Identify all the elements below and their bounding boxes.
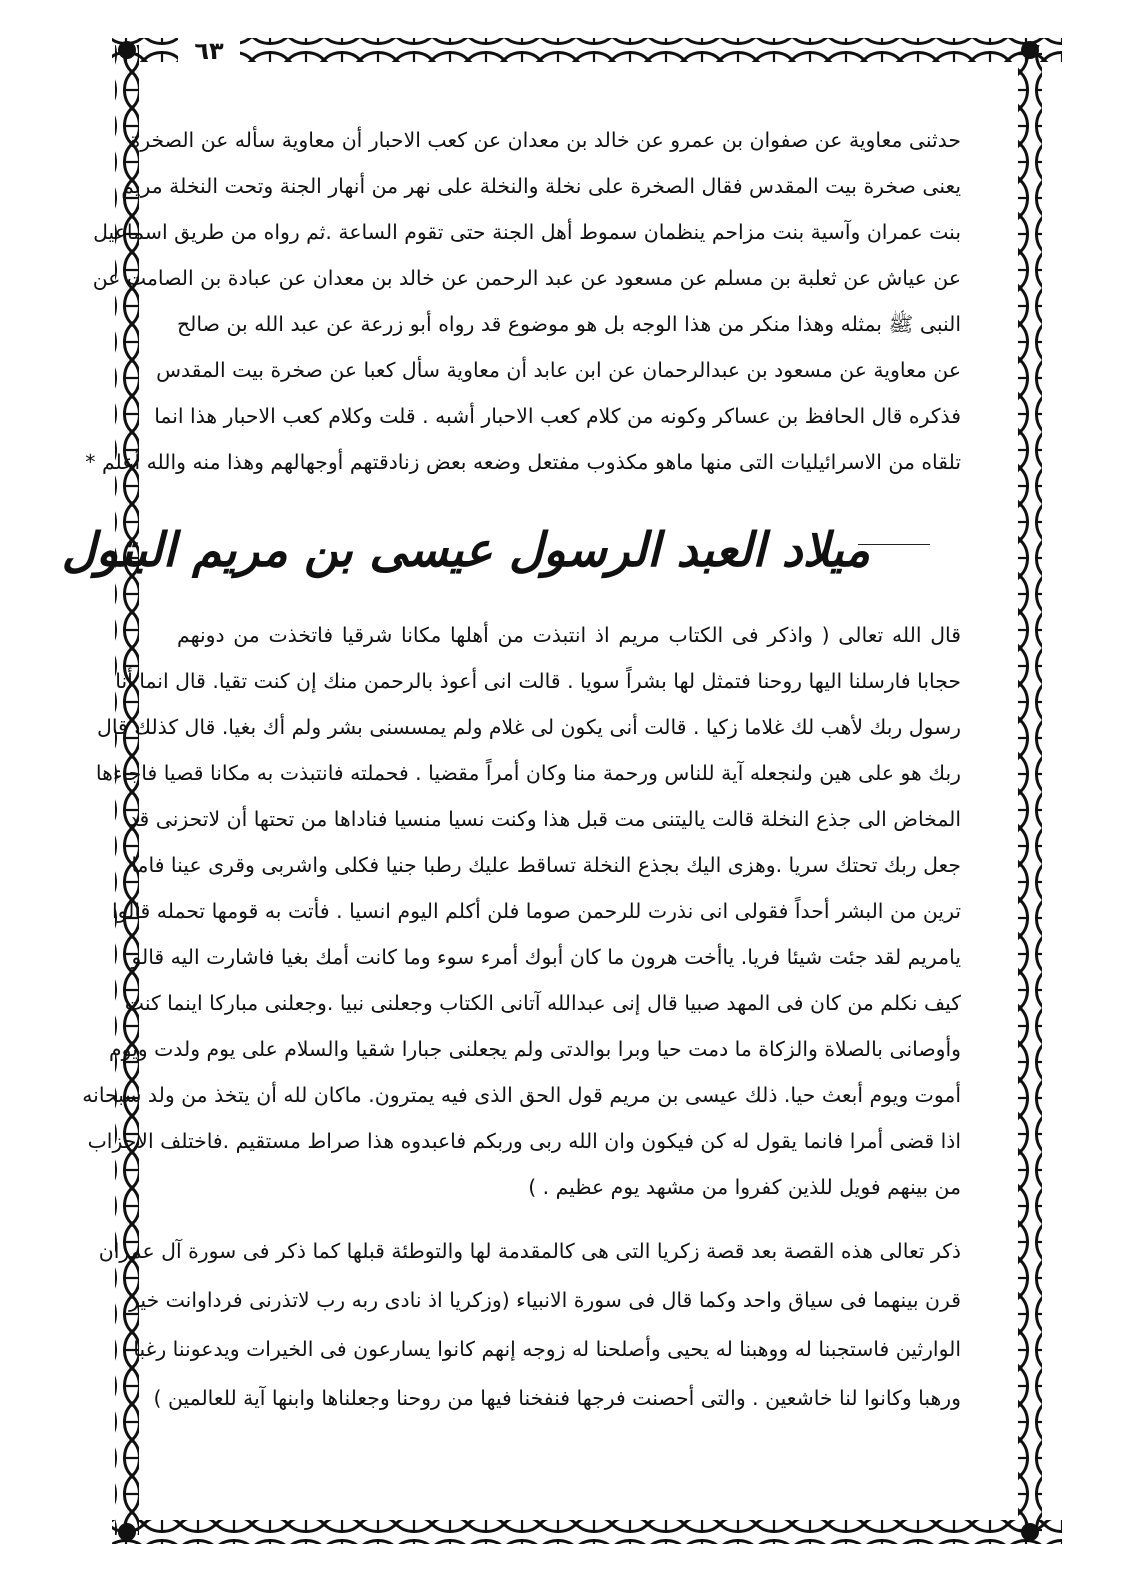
page-number: ٦٣ bbox=[178, 34, 240, 68]
text-line: قال الله تعالى ( واذكر فى الكتاب مريم اذ انتبذت من أهلها مكانا شرقيا فاتخذت من دونهم bbox=[177, 623, 961, 647]
paragraph-commentary bbox=[98, 1227, 961, 1423]
text-line: المخاض الى جذع النخلة قالت ياليتنى مت قبل هذا وكنت نسيا منسيا فناداها من تحتها أن لاتحزنى قد bbox=[128, 807, 961, 831]
text-line: ذكر تعالى هذه القصة بعد قصة زكريا التى هى كالمقدمة لها والتوطئة قبلها كما ذكر فى سورة آل عمران bbox=[98, 1239, 961, 1263]
text-line: رسول ربك لأهب لك غلاما زكيا . قالت أنى يكون لى غلام ولم يمسسنى بشر ولم أك بغيا. قال كذلك قال bbox=[97, 715, 961, 739]
text-line: يامريم لقد جئت شيئا فريا. ياأخت هرون ما كان أبوك أمرء سوء وما كانت أمك بغيا فاشارت اليه قالو bbox=[131, 945, 961, 969]
text-line: وأوصانى بالصلاة والزكاة ما دمت حيا وبرا بوالدتى ولم يجعلنى جبارا شقيا والسلام على يوم ولدت ويوم bbox=[108, 1037, 961, 1061]
text-line: قرن بينهما فى سياق واحد وكما قال فى سورة الانبياء (وزكريا اذ نادى ربه رب لاتذرنى فرداوانت خير bbox=[129, 1288, 961, 1312]
text-line: الوارثين فاستجبنا له ووهبنا له يحيى وأصلحنا له زوجه إنهم كانوا يسارعون فى الخيرات ويدعوننا رغبا bbox=[133, 1337, 961, 1361]
text-line: بنت عمران وآسية بنت مزاحم ينظمان سموط أهل الجنة حتى تقوم الساعة .ثم رواه من طريق اسماعيل bbox=[93, 220, 961, 244]
text-line: أموت ويوم أبعث حيا. ذلك عيسى بن مريم قول الحق الذى فيه يمترون. ماكان لله أن يتخذ من ولد سبحانه bbox=[82, 1083, 961, 1107]
text-line: حجابا فارسلنا اليها روحنا فتمثل لها بشراً سويا . قالت انى أعوذ بالرحمن منك إن كنت تقيا. قال انما أنا bbox=[115, 669, 961, 693]
text-line: ورهبا وكانوا لنا خاشعين . والتى أحصنت فرجها فنفخنا فيها من روحنا وجعلناها وابنها آية للعالمين ) bbox=[153, 1386, 961, 1410]
text-line: عن عياش عن ثعلبة بن مسلم عن مسعود عن عبد الرحمن عن خالد بن معدان عن عبادة بن الصامت عن bbox=[92, 266, 961, 290]
border-bottom bbox=[112, 1520, 1062, 1544]
text-line: حدثنى معاوية عن صفوان بن عمرو عن خالد بن معدان عن كعب الاحبار أن معاوية سأله عن الصخرة bbox=[129, 128, 961, 152]
text-line: ترين من البشر أحداً فقولى انى نذرت للرحمن صوما فلن أكلم اليوم انسيا . فأتت به قومها تحمله قالوا bbox=[111, 899, 961, 923]
text-line: ربك هو على هين ولنجعله آية للناس ورحمة منا وكان أمراً مقضيا . فحملته فانتبذت به مكانا قصيا فاجاءها bbox=[95, 761, 961, 785]
text-line: عن معاوية عن مسعود بن عبدالرحمان عن ابن عابد أن معاوية سأل كعبا عن صخرة بيت المقدس bbox=[156, 358, 961, 382]
text-line: من بينهم فويل للذين كفروا من مشهد يوم عظيم . ) bbox=[528, 1175, 961, 1199]
text-line: تلقاه من الاسرائيليات التى منها ماهو مكذوب مفتعل وضعه بعض زنادقتهم أوجهالهم وهذا منه والله أعلم * bbox=[85, 450, 961, 474]
border-right bbox=[1018, 45, 1042, 1535]
paragraph-quran-quote bbox=[82, 612, 961, 1210]
text-line: جعل ربك تحتك سريا .وهزى اليك بجذع النخلة تساقط عليك رطبا جنيا فكلى واشربى وقرى عينا فاما bbox=[131, 853, 961, 877]
text-line: يعنى صخرة بيت المقدس فقال الصخرة على نخلة والنخلة على نهر من أنهار الجنة وتحت النخلة مريم bbox=[121, 174, 961, 198]
paragraph-hadith bbox=[85, 117, 961, 485]
border-top bbox=[112, 38, 1062, 62]
title-rule bbox=[858, 544, 930, 545]
text-line: كيف نكلم من كان فى المهد صبيا قال إنى عبدالله آتانى الكتاب وجعلنى نبيا .وجعلنى مباركا اينما كنت bbox=[124, 991, 961, 1015]
text-line: فذكره قال الحافظ بن عساكر وكونه من كلام كعب الاحبار أشبه . قلت وكلام كعب الاحبار هذا انما bbox=[154, 404, 961, 428]
text-line: النبى ﷺ بمثله وهذا منكر من هذا الوجه بل هو موضوع قد رواه أبو زرعة عن عبد الله بن صالح bbox=[177, 312, 961, 336]
text-line: اذا قضى أمرا فانما يقول له كن فيكون وان الله ربى وربكم فاعبدوه هذا صراط مستقيم .فاختلف الاحزاب bbox=[87, 1129, 961, 1153]
chapter-title: ميلاد العبد الرسول عيسى بن مريم البتول bbox=[61, 523, 870, 578]
